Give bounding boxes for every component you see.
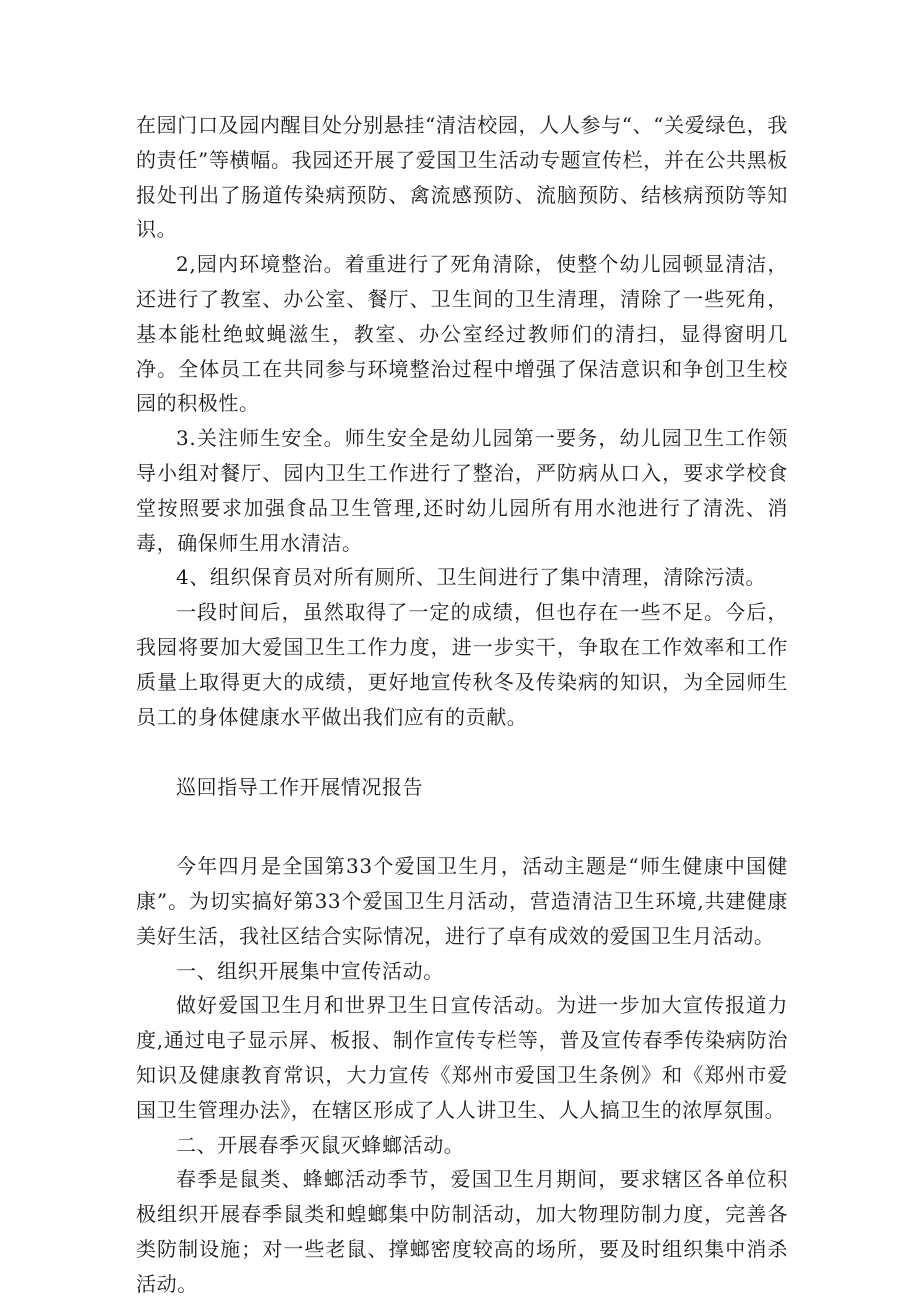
paragraph-toilets: 4、组织保育员对所有厕所、卫生间进行了集中清理，清除污渍。 (176, 565, 767, 590)
paragraph-environment: 2,园内环境整治。着重进行了死角清除，使整个幼儿园顿显清洁，还进行了教室、办公室、餐厅、卫生间的卫生清理，清除了一些死角，基本能杜绝蚊蝇滋生，教室、办公室经过教师们的清扫，显得窗明几净。全体员工在共同参与环境整治过程中增强了保洁意识和争创卫生校园的积极性。 (136, 252, 788, 416)
document-page (136, 108, 788, 1302)
report-intro: 今年四月是全国第33个爱国卫生月，活动主题是“师生健康中国健康”。为切实搞好第33个爱国卫生月活动，营造清洁卫生环境,共建健康美好生活，我社区结合实际情况，进行了卓有成效的爱国卫生月活动。 (136, 854, 788, 948)
paragraph-safety: 3.关注师生安全。师生安全是幼儿园第一要务，幼儿园卫生工作领导小组对餐厅、园内卫生工作进行了整治，严防病从口入，要求学校食堂按照要求加强食品卫生管理,还时幼儿园所有用水池进行了清洗、消毒，确保师生用水清洁。 (136, 426, 788, 555)
item1-body: 做好爱国卫生月和世界卫生日宣传活动。为进一步加大宣传报道力度,通过电子显示屏、板报、制作宣传专栏等，普及宣传春季传染病防治知识及健康教育常识，大力宣传《郑州市爱国卫生条例》和《郑州市爱国卫生管理办法》，在辖区形成了人人讲卫生、人人搞卫生的浓厚氛围。 (136, 993, 788, 1122)
item2-heading: 二、开展春季灭鼠灭蜂螂活动。 (176, 1132, 465, 1157)
paragraph-banners: 在园门口及园内醒目处分别悬挂“清洁校园，人人参与“、“关爱绿色，我的责任”等横幅。我园还开展了爱国卫生活动专题宣传栏，并在公共黑板报处刊出了肠道传染病预防、禽流感预防、流脑预防、结核病预防等知识。 (136, 113, 788, 242)
item1-heading: 一、组织开展集中宣传活动。 (176, 958, 444, 983)
report-title: 巡回指导工作开展情况报告 (176, 775, 424, 800)
item2-body: 春季是鼠类、蜂螂活动季节，爱国卫生月期间，要求辖区各单位积极组织开展春季鼠类和蝗螂集中防制活动，加大物理防制力度，完善各类防制设施；对一些老鼠、撑螂密度较高的场所，要及时组织集中消杀活动。 (136, 1167, 788, 1296)
paragraph-conclusion: 一段时间后，虽然取得了一定的成绩，但也存在一些不足。今后，我园将要加大爱国卫生工作力度，进一步实干，争取在工作效率和工作质量上取得更大的成绩，更好地宣传秋冬及传染病的知识，为全园师生员工的身体健康水平做出我们应有的贡献。 (136, 600, 788, 729)
